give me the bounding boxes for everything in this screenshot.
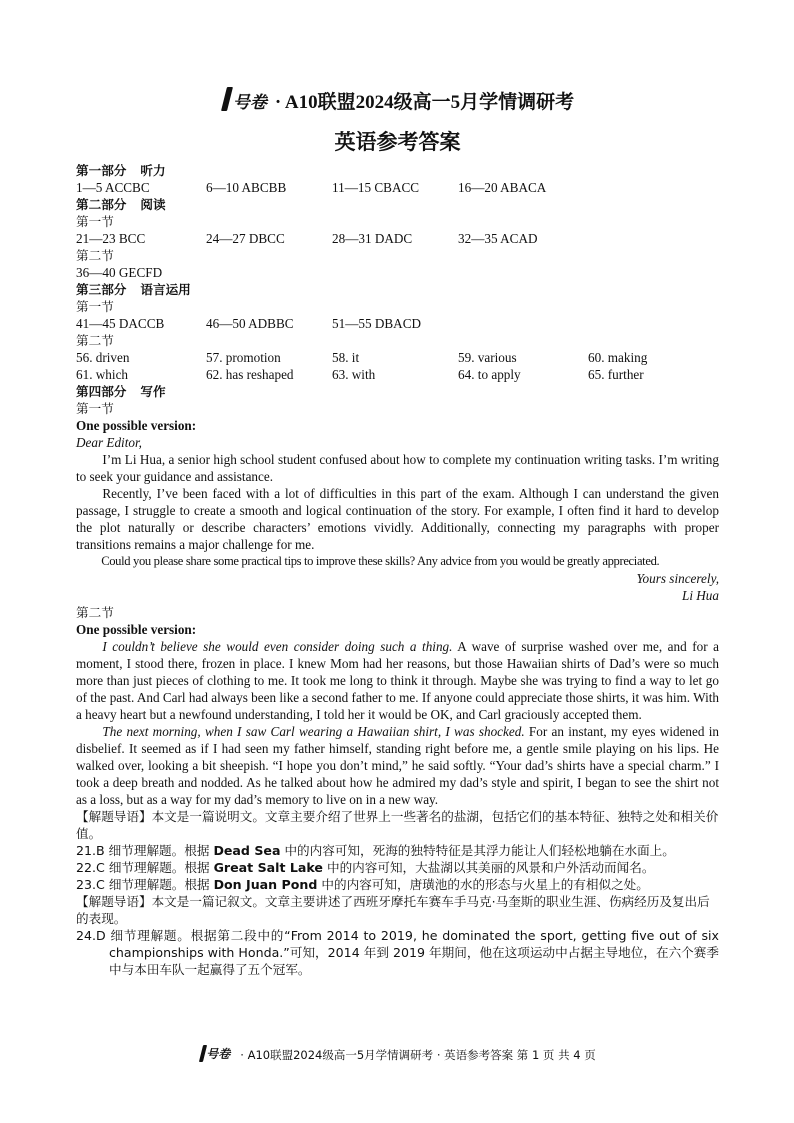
part3-heading: 第三部分 语言运用 bbox=[76, 282, 191, 297]
section-label: 第二节 bbox=[76, 248, 114, 263]
section-label: 第二节 bbox=[76, 333, 114, 348]
page-footer: 号卷 · A10联盟2024级高一5月学情调研考 · 英语参考答案 第 1 页 共 4 页 bbox=[0, 1044, 794, 1063]
section-label: 第一节 bbox=[76, 401, 114, 416]
brand-logo: 号卷 bbox=[221, 86, 273, 112]
section-label: 第一节 bbox=[76, 214, 114, 229]
letter-closing: Yours sincerely, bbox=[636, 571, 719, 586]
letter-paragraph: I’m Li Hua, a senior high school student confused about how to complete my continuation writing tasks. I’m writing to seek your guidance and assistance. bbox=[76, 452, 719, 484]
letter-paragraph: Recently, I’ve been faced with a lot of difficulties in this part of the exam. Although I can understand the given passage, I struggle to create a smooth and logical continuation of the story. For example, I often find it hard to develop the plot naturally or describe characters’ emotions vividly. Additionally, connecting my paragraphs with proper transitions remains a major challenge for me. bbox=[76, 486, 719, 552]
part2-heading: 第二部分 阅读 bbox=[76, 197, 166, 212]
explanation-item: 21.B 细节理解题。根据 Dead Sea 中的内容可知，死海的独特特征是其浮力能让人们轻松地躺在水面上。 bbox=[76, 843, 675, 858]
answer-row: 41—45 DACCB 46—50 ADBBC 51—55 DBACD bbox=[76, 316, 422, 331]
letter-signature: Li Hua bbox=[681, 588, 719, 603]
part4-heading: 第四部分 写作 bbox=[76, 384, 166, 399]
story-paragraph: The next morning, when I saw Carl wearing a Hawaiian shirt, I was shocked. For an instant, my eyes widened in disbelief. It seemed as if I had seen my father himself, standing right before me, a gentle smile playing on his lips. He walked over, looking a bit sheepish. “I hope you don’t mind,” he said softly. “Your dad’s shirts have a special charm.” I took a deep breath and nodded. As he talked about how he admired my dad’s style and spirit, I began to see the shirt not as a loss, but as a way for my dad’s memory to live on in a new way. bbox=[76, 724, 719, 807]
answer-row: 56. driven 57. promotion 58. it 59. various 60. making bbox=[76, 350, 648, 365]
explanation-item: 22.C 细节理解题。根据 Great Salt Lake 中的内容可知，大盐湖以其美丽的风景和户外活动而闻名。 bbox=[76, 860, 655, 875]
explanation-item: 24.D 细节理解题。根据第二段中的“From 2014 to 2019, he dominated the sport, getting five out of six championships with Honda.”可知，2014 年到 2019 年期间，他在这项运动中占据主导地位，在六个赛季中与本田车队一起赢得了五个冠军。 bbox=[76, 928, 719, 977]
explanation-item: 23.C 细节理解题。根据 Don Juan Pond 中的内容可知，唐璜池的水的形态与火星上的有相似之处。 bbox=[76, 877, 649, 892]
section-label: 第二节 bbox=[76, 605, 114, 620]
letter-paragraph: Could you please share some practical tips to improve these skills? Any advice from you would be greatly appreciated. bbox=[101, 554, 660, 568]
page-subtitle: 英语参考答案 bbox=[334, 130, 461, 154]
page-title: 号卷 · A10联盟2024级高一5月学情调研考 bbox=[76, 86, 719, 114]
brand-logo: 号卷 bbox=[198, 1044, 238, 1062]
reading-guide: 【解题导语】本文是一篇说明文。文章主要介绍了世界上一些著名的盐湖，包括它们的基本特征、独特之处和相关价值。 bbox=[76, 809, 719, 841]
answer-content bbox=[76, 162, 719, 978]
story-paragraph: I couldn’t believe she would even consider doing such a thing. A wave of surprise washed over me, and for a moment, I stood there, frozen in place. I knew Mom had her reasons, but those Hawaiian shirts of Dad’s were so much more than just pieces of clothing to me. It took me long to think it through. Maybe she was trying to find a way to let go of the past. And Carl had always been like a second father to me. If anyone could appreciate those shirts, it was him. With a heavy heart but a newfound understanding, I told her it would be OK, and Carl graciously accepted them. bbox=[76, 639, 719, 722]
section-label: 第一节 bbox=[76, 299, 114, 314]
version-label: One possible version: bbox=[76, 418, 197, 433]
answer-row: 1—5 ACCBC 6—10 ABCBB 11—15 CBACC 16—20 ABACA bbox=[76, 180, 547, 195]
answer-row: 61. which 62. has reshaped 63. with 64. to apply 65. further bbox=[76, 367, 644, 382]
answer-row: 21—23 BCC 24—27 DBCC 28—31 DADC 32—35 ACAD bbox=[76, 231, 538, 246]
reading-guide: 【解题导语】本文是一篇记叙文。文章主要讲述了西班牙摩托车赛车手马克·马奎斯的职业生涯、伤病经历及复出后的表现。 bbox=[76, 894, 710, 926]
letter-salutation: Dear Editor, bbox=[76, 435, 142, 450]
part1-heading: 第一部分 听力 bbox=[76, 163, 166, 178]
version-label: One possible version: bbox=[76, 622, 197, 637]
answer-row: 36—40 GECFD bbox=[76, 265, 163, 280]
